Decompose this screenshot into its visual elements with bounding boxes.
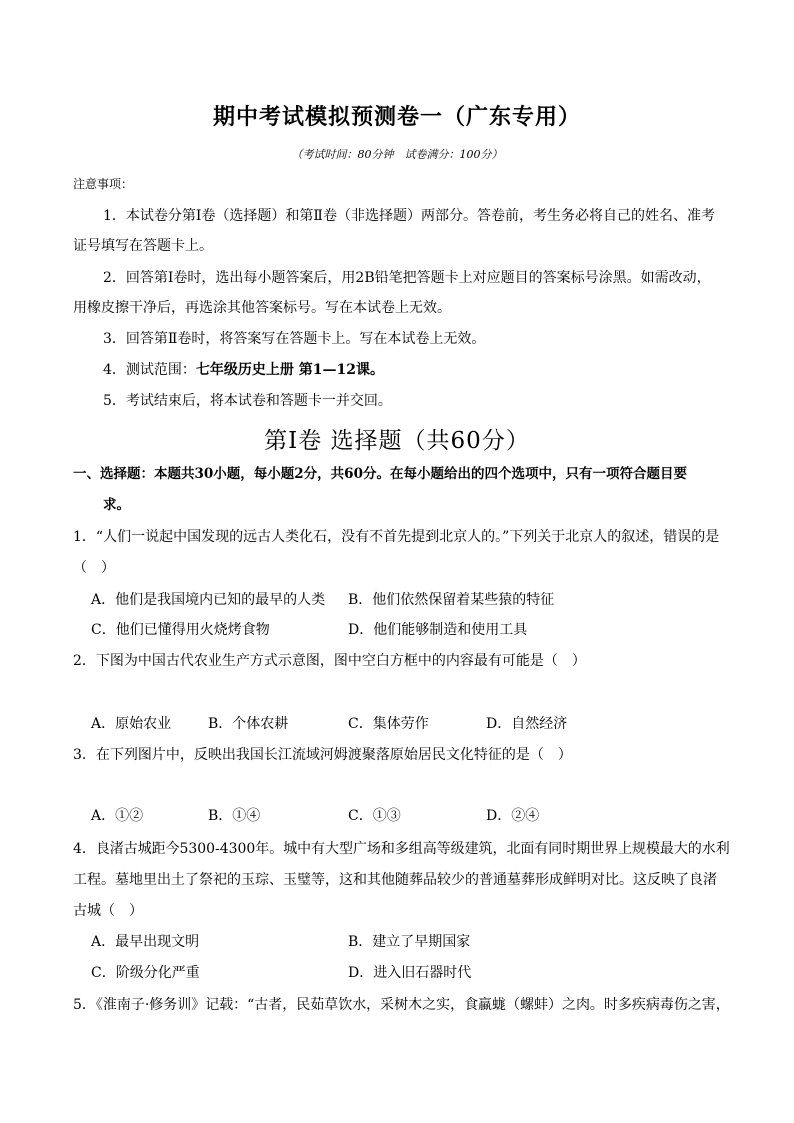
question-1-option-a: A．他们是我国境内已知的最早的人类	[91, 592, 326, 608]
exam-time-info: （考试时间：80分钟 试卷满分：100分）	[291, 148, 503, 161]
question-3-stem: 3．在下列图片中，反映出我国长江流域河姆渡聚落原始居民文化特征的是（ ）	[73, 747, 572, 763]
notice-item-4-scope: 七年级历史上册 第1—12课。	[195, 362, 385, 378]
notice-item-4-label: 4．测试范围：	[103, 362, 196, 378]
question-1-option-b: B．他们依然保留着某些猿的特征	[348, 592, 555, 608]
question-3-option-c: C．①③	[348, 808, 401, 824]
question-2-option-c: C．集体劳作	[348, 716, 429, 732]
question-4-stem-cont-1: 工程。墓地里出土了祭祀的玉琮、玉璧等，这和其他随葬品较少的普通墓葬形成鲜明对比。这反映了良渚	[73, 872, 717, 888]
notice-heading: 注意事项：	[73, 177, 134, 191]
notice-item-5: 5．考试结束后，将本试卷和答题卡一并交回。	[103, 393, 392, 409]
notice-item-4	[103, 360, 384, 380]
page-title: 期中考试模拟预测卷一（广东专用）	[212, 104, 581, 130]
question-4-option-d: D．进入旧石器时代	[348, 965, 472, 981]
question-4-stem-cont-2: 古城（ ）	[73, 903, 143, 919]
question-1-option-d: D．他们能够制造和使用工具	[348, 622, 528, 638]
notice-item-1: 1．本试卷分第Ⅰ卷（选择题）和第Ⅱ卷（非选择题）两部分。答卷前，考生务必将自己的姓名、准考	[103, 208, 715, 224]
question-2-stem: 2．下图为中国古代农业生产方式示意图，图中空白方框中的内容最有可能是（ ）	[73, 653, 586, 669]
question-2-option-a: A．原始农业	[91, 716, 172, 732]
question-4-option-c: C．阶级分化严重	[91, 965, 200, 981]
instructions-line-1: 一、选择题：本题共30小题，每小题2分，共60分。在每小题给出的四个选项中，只有一项符合题目要	[73, 466, 687, 482]
notice-item-1-cont: 证号填写在答题卡上。	[73, 238, 213, 254]
notice-item-2: 2．回答第Ⅰ卷时，选出每小题答案后，用2B铅笔把答题卡上对应题目的答案标号涂黑。如需改动，	[103, 270, 711, 286]
question-1-stem: 1．“人们一说起中国发现的远古人类化石，没有不首先提到北京人的。”下列关于北京人的叙述，错误的是	[73, 529, 720, 545]
question-5-stem: 5．《淮南子·修务训》记载：“古者，民茹草饮水，采树木之实，食蠃蛖（螺蚌）之肉。时多疾病毒伤之害，	[73, 997, 730, 1013]
section-title: 第Ⅰ卷 选择题（共60分）	[264, 428, 530, 454]
question-3-option-d: D．②④	[486, 808, 540, 824]
notice-item-3: 3．回答第Ⅱ卷时，将答案写在答题卡上。写在本试卷上无效。	[103, 331, 486, 347]
question-4-option-b: B．建立了早期国家	[348, 934, 471, 950]
question-1-stem-cont: （ ）	[73, 560, 115, 576]
notice-item-2-cont: 用橡皮擦干净后，再选涂其他答案标号。写在本试卷上无效。	[73, 300, 451, 316]
question-4-stem: 4．良渚古城距今5300-4300年。城中有大型广场和多组高等级建筑，北面有同时期世界上规模最大的水利	[73, 841, 730, 857]
question-3-option-b: B．①④	[208, 808, 261, 824]
question-3-option-a: A．①②	[91, 808, 144, 824]
question-2-option-b: B．个体农耕	[208, 716, 289, 732]
instructions-line-2: 求。	[103, 497, 130, 513]
question-4-option-a: A．最早出现文明	[91, 934, 200, 950]
question-1-option-c: C．他们已懂得用火烧烤食物	[91, 622, 270, 638]
question-2-option-d: D．自然经济	[486, 716, 568, 732]
